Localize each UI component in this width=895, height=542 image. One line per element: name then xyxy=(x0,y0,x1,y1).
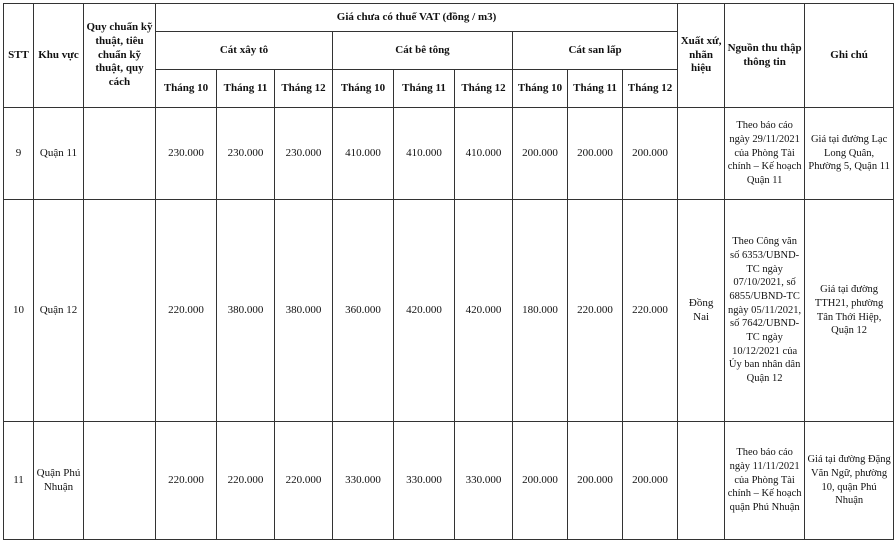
header-stt: STT xyxy=(4,4,34,108)
cell-nguon: Theo báo cáo ngày 29/11/2021 của Phòng Tài chính – Kế hoạch Quận 11 xyxy=(725,108,805,200)
header-month: Tháng 10 xyxy=(156,70,217,108)
cell-price: 200.000 xyxy=(623,108,678,200)
header-khu-vuc: Khu vực xyxy=(34,4,84,108)
cell-price: 330.000 xyxy=(394,422,455,540)
cell-price: 200.000 xyxy=(623,422,678,540)
price-table xyxy=(3,3,894,540)
table-row xyxy=(4,422,894,540)
header-ghi-chu: Ghi chú xyxy=(805,4,894,108)
header-month: Tháng 10 xyxy=(513,70,568,108)
cell-stt: 9 xyxy=(4,108,34,200)
cell-price: 220.000 xyxy=(275,422,333,540)
table-row xyxy=(4,200,894,422)
header-month: Tháng 12 xyxy=(455,70,513,108)
cell-xuat-xu: Đồng Nai xyxy=(678,200,725,422)
table-row xyxy=(4,108,894,200)
cell-price: 200.000 xyxy=(513,422,568,540)
cell-ghi-chu: Giá tại đường Đặng Văn Ngữ, phường 10, quận Phú Nhuận xyxy=(805,422,894,540)
cell-xuat-xu xyxy=(678,422,725,540)
cell-price: 220.000 xyxy=(568,200,623,422)
header-group-cat-san-lap: Cát san lấp xyxy=(513,32,678,70)
cell-price: 200.000 xyxy=(568,108,623,200)
cell-price: 220.000 xyxy=(156,422,217,540)
cell-quy-chuan xyxy=(84,200,156,422)
cell-khu-vuc: Quận 12 xyxy=(34,200,84,422)
cell-price: 360.000 xyxy=(333,200,394,422)
cell-price: 380.000 xyxy=(275,200,333,422)
cell-ghi-chu: Giá tại đường TTH21, phường Tân Thới Hiệp, Quận 12 xyxy=(805,200,894,422)
cell-ghi-chu: Giá tại đường Lạc Long Quân, Phường 5, Quận 11 xyxy=(805,108,894,200)
cell-xuat-xu xyxy=(678,108,725,200)
cell-khu-vuc: Quận 11 xyxy=(34,108,84,200)
cell-nguon: Theo Công văn số 6353/UBND-TC ngày 07/10/2021, số 6855/UBND-TC ngày 05/11/2021, số 7642/UBND-TC ngày 10/12/2021 của Ủy ban nhân dân Quận 12 xyxy=(725,200,805,422)
header-month: Tháng 12 xyxy=(275,70,333,108)
cell-price: 330.000 xyxy=(333,422,394,540)
cell-price: 230.000 xyxy=(275,108,333,200)
cell-price: 220.000 xyxy=(623,200,678,422)
header-price: Giá chưa có thuế VAT (đồng / m3) xyxy=(156,4,678,32)
cell-price: 380.000 xyxy=(217,200,275,422)
cell-price: 410.000 xyxy=(455,108,513,200)
cell-stt: 10 xyxy=(4,200,34,422)
cell-price: 330.000 xyxy=(455,422,513,540)
cell-price: 230.000 xyxy=(156,108,217,200)
header-group-cat-be-tong: Cát bê tông xyxy=(333,32,513,70)
header-month: Tháng 12 xyxy=(623,70,678,108)
cell-price: 200.000 xyxy=(568,422,623,540)
header-month: Tháng 11 xyxy=(568,70,623,108)
cell-khu-vuc: Quận Phú Nhuận xyxy=(34,422,84,540)
header-xuat-xu: Xuất xứ, nhãn hiệu xyxy=(678,4,725,108)
header-month: Tháng 11 xyxy=(217,70,275,108)
cell-price: 410.000 xyxy=(394,108,455,200)
header-month: Tháng 10 xyxy=(333,70,394,108)
cell-price: 420.000 xyxy=(394,200,455,422)
header-nguon: Nguồn thu thập thông tin xyxy=(725,4,805,108)
cell-quy-chuan xyxy=(84,422,156,540)
header-month: Tháng 11 xyxy=(394,70,455,108)
header-group-cat-xay-to: Cát xây tô xyxy=(156,32,333,70)
cell-quy-chuan xyxy=(84,108,156,200)
cell-price: 220.000 xyxy=(217,422,275,540)
cell-price: 420.000 xyxy=(455,200,513,422)
cell-price: 200.000 xyxy=(513,108,568,200)
cell-nguon: Theo báo cáo ngày 11/11/2021 của Phòng Tài chính – Kế hoạch quận Phú Nhuận xyxy=(725,422,805,540)
cell-price: 220.000 xyxy=(156,200,217,422)
header-quy-chuan: Quy chuẩn kỹ thuật, tiêu chuẩn kỹ thuật, quy cách xyxy=(84,4,156,108)
cell-price: 180.000 xyxy=(513,200,568,422)
cell-stt: 11 xyxy=(4,422,34,540)
cell-price: 410.000 xyxy=(333,108,394,200)
cell-price: 230.000 xyxy=(217,108,275,200)
